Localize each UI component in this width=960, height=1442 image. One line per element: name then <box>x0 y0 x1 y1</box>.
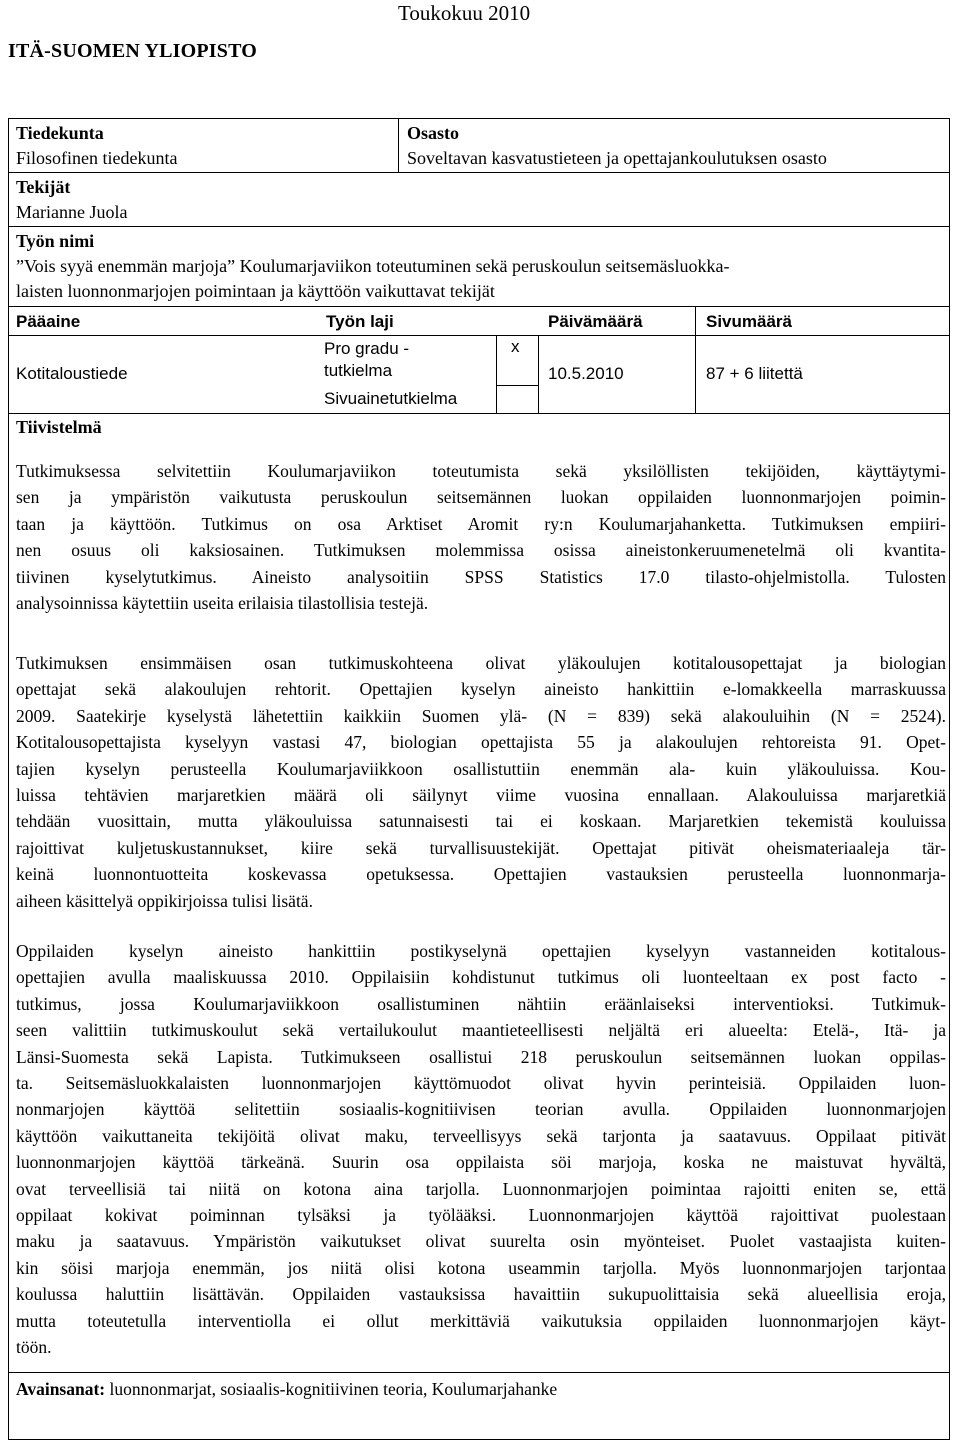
abstract-line: Tutkimuksessa selvitettiin Koulumarjaviikon toteutumista sekä yksilöllisten tekijöiden, käyttäytymi- <box>16 461 946 481</box>
keywords <box>16 1377 557 1401</box>
keywords-value: luonnonmarjat, sosiaalis-kognitiivinen teoria, Koulumarjahanke <box>105 1379 558 1399</box>
title-label: Työn nimi <box>16 231 95 251</box>
divider <box>538 335 539 413</box>
abstract-line: Kotitalousopettajista kyselyyn vastasi 47, biologian opettajista 55 ja alakoulujen rehtoreista 91. Opet- <box>16 732 946 753</box>
abstract-line: mutta toteutetulla interventiolla ei ollut merkittäviä vaikutuksia oppilaiden luonnonmarjojen käyt- <box>16 1310 946 1331</box>
pages-label: Sivumäärä <box>706 312 792 331</box>
abstract-line: ovat terveellisiä tai niitä on kotona aina tarjolla. Luonnonmarjojen poimintaa rajoitti eniten se, että <box>16 1178 946 1199</box>
abstract-line: Länsi-Suomesta sekä Lapista. Tutkimukseen osallistui 218 peruskoulun seitsemännen luokan oppilas- <box>16 1046 946 1067</box>
abstract-line: rajoittivat kuljetuskustannukset, kiire sekä turvallisuustekijät. Opettajat pitivät oheismateriaaleja tär- <box>16 837 946 858</box>
abstract-line: luonnonmarjojen käyttöä tärkeänä. Suurin osa oppilaista söi marjoja, koska ne maistuvat hyvältä, <box>16 1152 946 1173</box>
abstract-paragraph-3 <box>16 938 946 1361</box>
divider <box>9 172 949 173</box>
abstract-line: analysoinnissa käytettiin useita erilaisia tilastollisia testejä. <box>16 593 429 614</box>
divider <box>496 385 538 386</box>
abstract-line: kin söisi marjoja enemmän, jos niitä olisi kotona useammin tarjolla. Myös luonnonmarjojen tarjontaa <box>16 1257 946 1278</box>
abstract-line: tajien kyselyn perusteella Koulumarjaviikkoon osallistuttiin enemmän ala- kuin yläkouluissa. Kou- <box>16 758 946 779</box>
major-label: Pääaine <box>16 312 81 331</box>
divider <box>9 413 949 414</box>
work-type-option-master <box>324 338 409 382</box>
abstract-line: Oppilaiden kyselyn aineisto hankittiin postikyselynä opettajien kyselyyn vastanneiden kotitalous- <box>16 941 946 961</box>
faculty-value: Filosofinen tiedekunta <box>16 148 178 168</box>
work-type-option-minor: Sivuainetutkielma <box>324 389 458 408</box>
abstract-line: taan ja käyttöön. Tutkimus on osa Arktiset Aromit ry:n Koulumarjahanketta. Tutkimuksen empiiri- <box>16 513 946 534</box>
abstract-line: nen osuus oli kaksiosainen. Tutkimuksen molemmissa osissa aineistonkeruumenetelmä oli kvantita- <box>16 540 946 561</box>
date-label: Päivämäärä <box>548 312 643 331</box>
divider <box>398 119 399 172</box>
thesis-title-line-1: ”Vois syyä enemmän marjoja” Koulumarjaviikon toteutuminen sekä peruskoulun seitsemäsluokka- <box>16 256 730 276</box>
work-type-checkbox-mark: x <box>511 337 520 356</box>
abstract-line: keinä luonnontuotteita koskevassa opetuksessa. Opettajien vastauksien perusteella luonnonmarja- <box>16 864 946 885</box>
abstract-line: töön. <box>16 1337 52 1358</box>
work-type-option-master-line-2: tutkielma <box>324 361 393 380</box>
abstract-line: aiheen käsittelyä oppikirjoissa tulisi lisätä. <box>16 890 313 911</box>
divider <box>9 1372 949 1373</box>
date-value: 10.5.2010 <box>548 364 624 383</box>
thesis-title-line-2: laisten luonnonmarjojen poimintaan ja käyttöön vaikuttavat tekijät <box>16 281 495 301</box>
abstract-form <box>8 118 950 1440</box>
abstract-line: ta. Seitsemäsluokkalaisten luonnonmarjojen käyttömuodot olivat hyvin perinteisiä. Oppilaiden luon- <box>16 1073 946 1094</box>
abstract-paragraph-2 <box>16 650 946 914</box>
abstract-line: opettajien avulla maaliskuussa 2010. Oppilaisiin kohdistunut tutkimus oli luonteeltaan ex post facto - <box>16 967 946 988</box>
divider <box>496 335 497 413</box>
divider <box>9 226 949 227</box>
abstract-paragraph-1 <box>16 458 946 616</box>
work-type-label: Työn laji <box>326 312 394 331</box>
work-type-option-master-line-1: Pro gradu - <box>324 339 410 358</box>
authors-value: Marianne Juola <box>16 202 128 222</box>
abstract-line: seen valittiin tutkimuskoulut sekä vertailukoulut maantieteellisesti neljältä eri alueelta: Etelä-, Itä- ja <box>16 1020 946 1041</box>
department-label: Osasto <box>407 123 460 143</box>
authors-label: Tekijät <box>16 177 71 197</box>
major-value: Kotitaloustiede <box>16 364 128 383</box>
abstract-line: tutkimus, jossa Koulumarjaviikkoon osallistuminen nähtiin eräänlaiseksi interventioksi. Tutkimuk- <box>16 993 946 1014</box>
pages-value: 87 + 6 liitettä <box>706 364 803 383</box>
abstract-label: Tiivistelmä <box>16 417 102 437</box>
abstract-line: koulussa haluttiin lisättävän. Oppilaiden vastauksissa havaittiin sukupuolittaisia sekä alueellisia eroja, <box>16 1284 946 1305</box>
abstract-line: tiivinen kyselytutkimus. Aineisto analysoitiin SPSS Statistics 17.0 tilasto-ohjelmistolla. Tulosten <box>16 566 946 587</box>
abstract-line: opettajat sekä alakoulujen rehtorit. Opettajien kyselyn aineisto hankittiin e-lomakkeella marraskuussa <box>16 679 946 700</box>
abstract-line: oppilaat kokivat poiminnan tylsäksi ja työlääksi. Luonnonmarjojen käyttöä rajoittivat puolestaan <box>16 1205 946 1226</box>
abstract-line: Tutkimuksen ensimmäisen osan tutkimuskohteena olivat yläkoulujen kotitalousopettajat ja biologian <box>16 653 946 673</box>
divider <box>9 335 949 336</box>
document-date: Toukokuu 2010 <box>398 1 531 25</box>
divider <box>695 306 696 413</box>
abstract-line: sen ja ympäristön vaikutusta peruskoulun seitsemännen luokan oppilaiden luonnonmarjojen poimin- <box>16 487 946 508</box>
university-name: ITÄ-SUOMEN YLIOPISTO <box>8 40 258 62</box>
faculty-label: Tiedekunta <box>16 123 104 143</box>
abstract-line: nonmarjojen käyttöä selitettiin sosiaalis-kognitiivisen teorian avulla. Oppilaiden luonnonmarjojen <box>16 1099 946 1120</box>
abstract-line: tehdään vuosittain, mutta yläkouluissa satunnaisesti tai ei koskaan. Marjaretkien tekemistä kouluissa <box>16 811 946 832</box>
abstract-line: 2009. Saatekirje kyselystä lähetettiin kaikkiin Suomen ylä- (N = 839) sekä alakouluihin (N = 2524). <box>16 705 946 726</box>
keywords-label: Avainsanat: <box>16 1379 106 1399</box>
department-value: Soveltavan kasvatustieteen ja opettajankoulutuksen osasto <box>407 148 827 168</box>
abstract-line: maku ja saatavuus. Ympäristön vaikutukset olivat suurelta osin myönteiset. Puolet vastaajista kuiten- <box>16 1231 946 1252</box>
abstract-line: käyttöön vaikuttaneita tekijöitä olivat maku, terveellisyys sekä tarjonta ja saatavuus. Oppilaat pitivät <box>16 1125 946 1146</box>
abstract-line: luissa tehtävien marjaretkien määrä oli säilynyt viime vuosina ennallaan. Alakouluissa marjaretkiä <box>16 785 946 806</box>
divider <box>9 306 949 307</box>
